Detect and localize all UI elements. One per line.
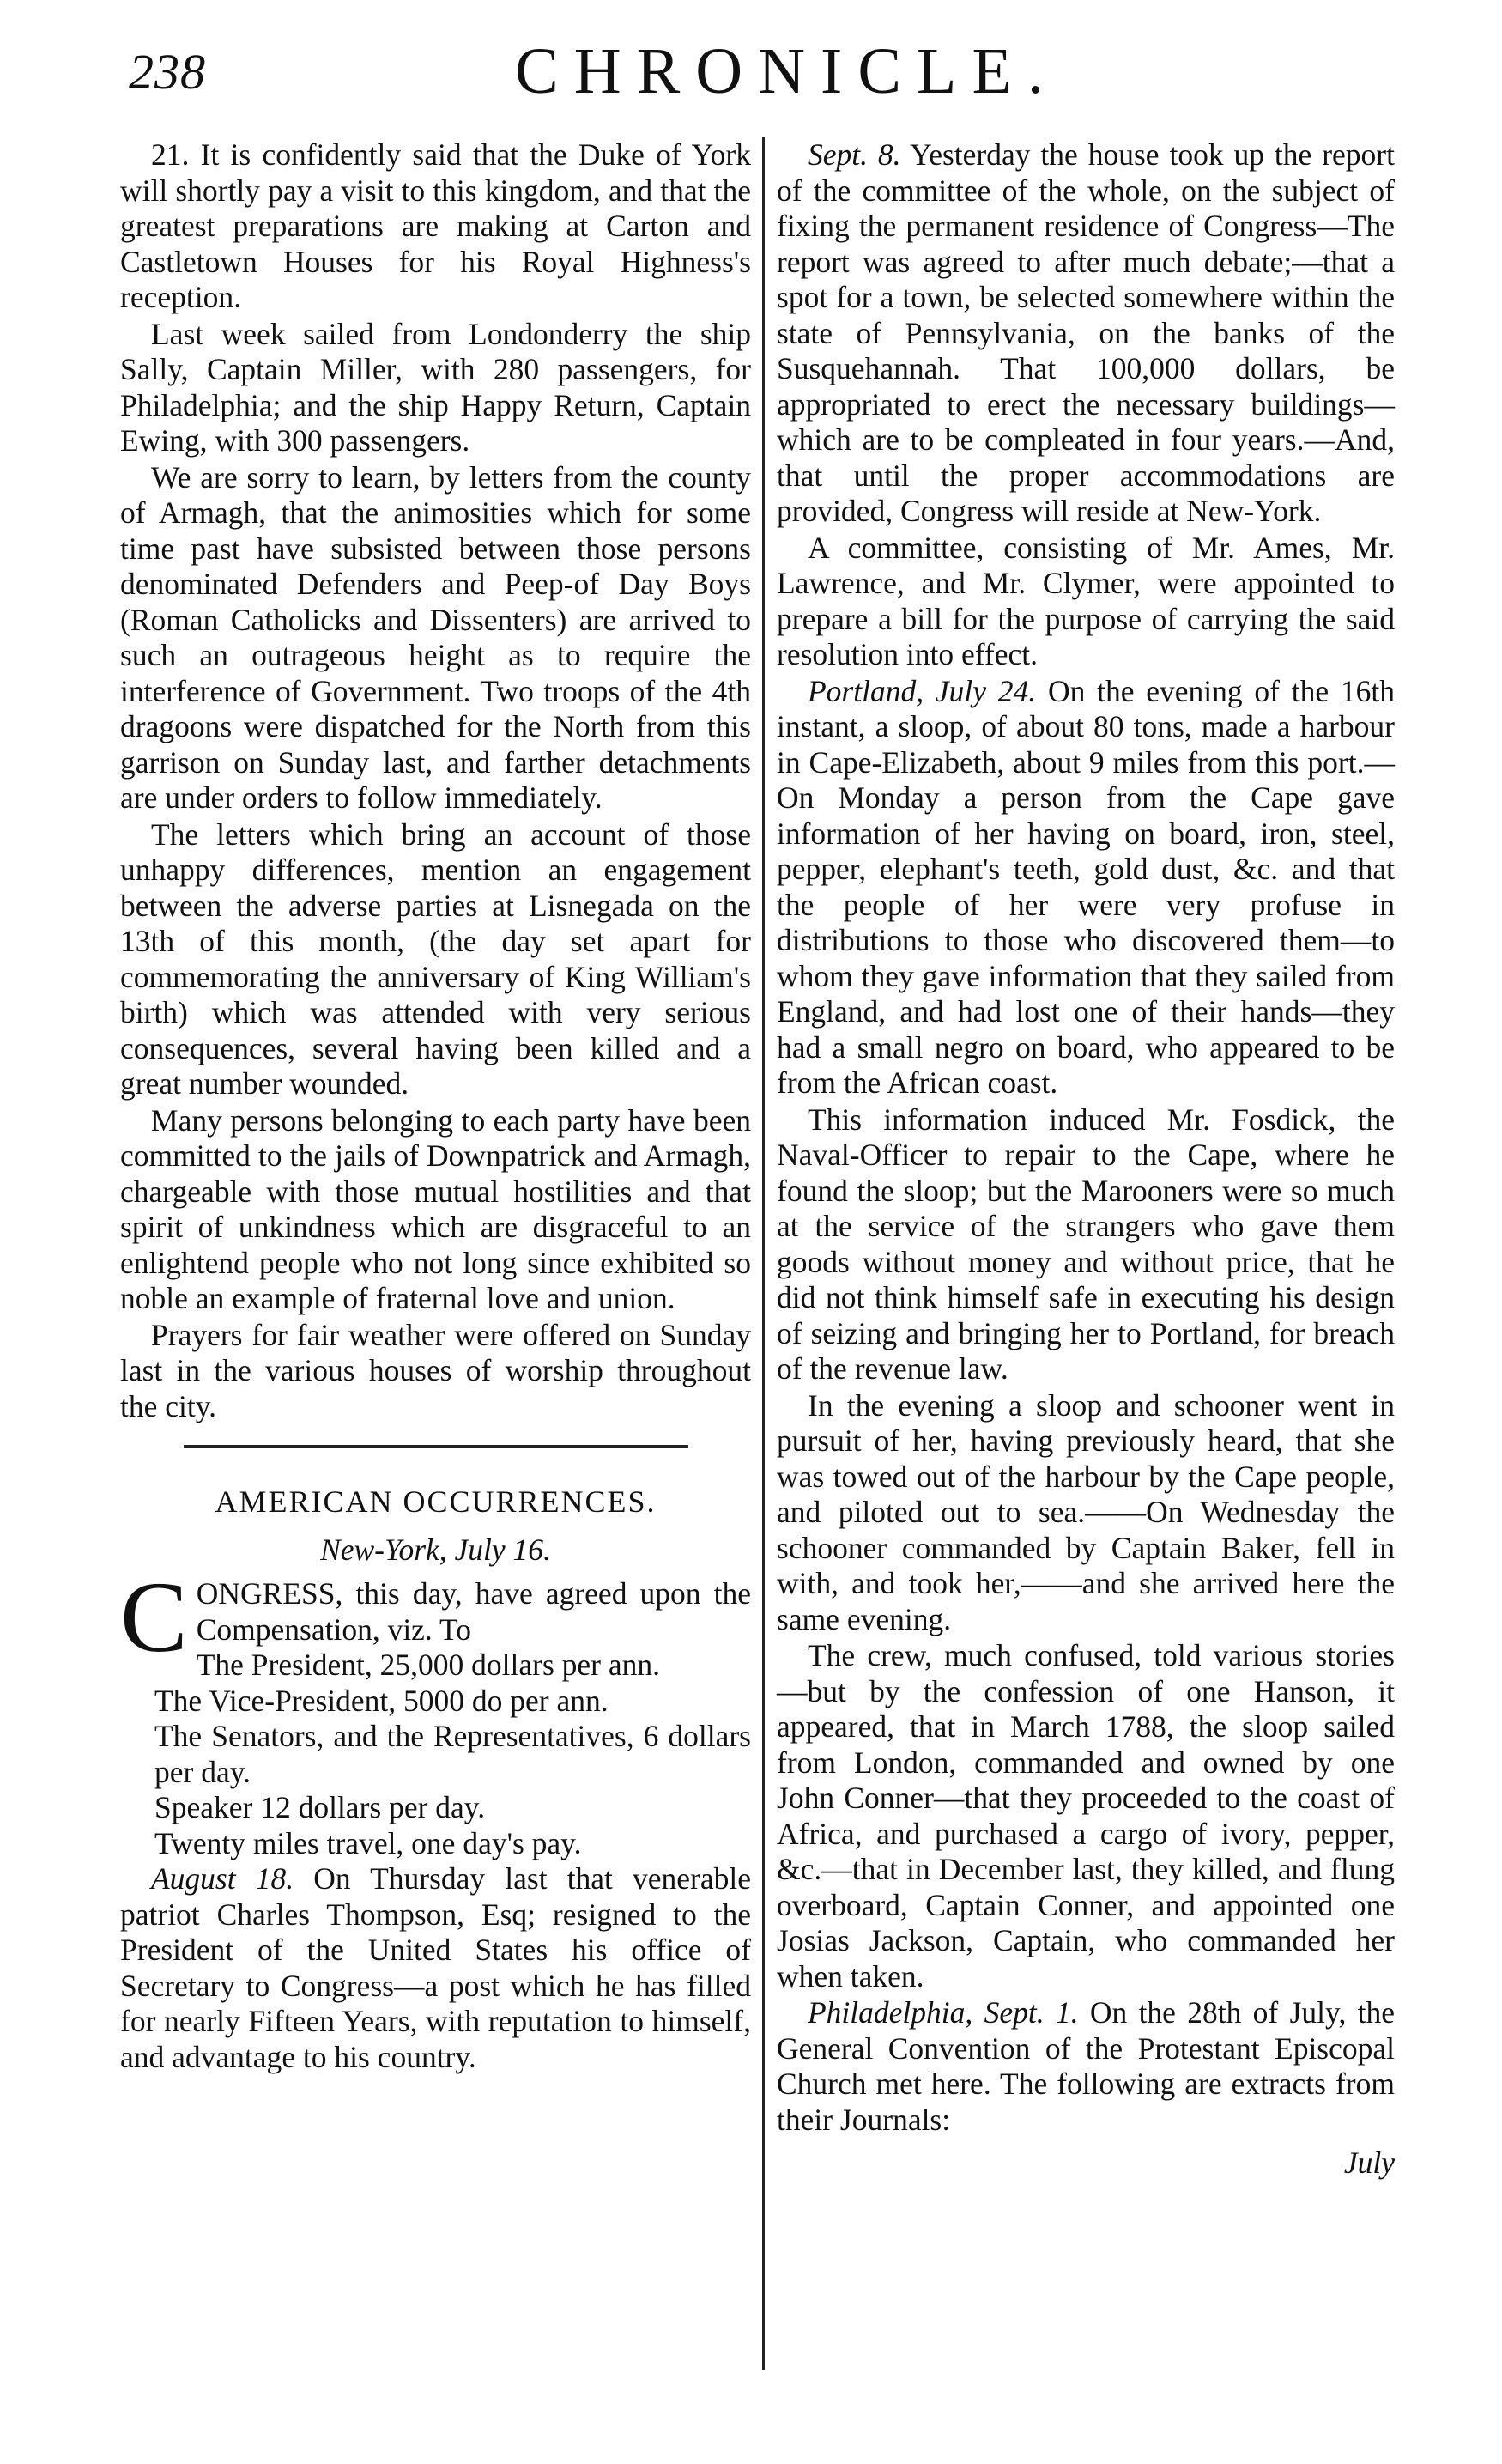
drop-cap: C [120,1561,188,1673]
article-episcopal-convention [777,1995,1395,2138]
compensation-item: The Vice-President, 5000 do per ann. [154,1683,609,1718]
article-prayers-fair-weather: Prayers for fair weather were offered on Sunday last in the various houses of worship throughout the city. [120,1317,751,1423]
left-column [120,137,751,2075]
catchword: July [1343,2145,1395,2180]
right-column [777,137,1396,2180]
column-divider [762,137,765,2370]
dateline-august-18: August 18. [151,1861,294,1896]
convention-text: On the 28th of July, the General Convention of the Protestant Episcopal Church met here. The following are extracts from their Journals: [777,1995,1396,2137]
article-duke-of-york: 21. It is confidently said that the Duke of York will shortly pay a visit to this kingdom, and that the greatest preparations are making at Carton and Castletown Houses for his Royal Highness's reception. [120,137,751,314]
page-number: 238 [129,44,206,100]
running-head [129,34,1416,129]
section-heading: AMERICAN OCCURRENCES. [215,1484,657,1519]
portland-text: On the evening of the 16th instant, a sloop, of about 80 tons, made a harbour in Cape-Elizabeth, about 9 miles from this port.—On Monday a person from the Cape gave information of her having on board, iron, steel, pepper, elephant's teeth, gold dust, &c. and that the people of her were very profuse in distributions to those who discovered them—to whom they gave information that they sailed from England, and had lost one of their hands—they had a small negro on board, who appeared to be from the African coast. [777,673,1396,1100]
compensation-item: The President, 25,000 dollars per ann. [196,1648,660,1682]
article-portland-sloop [777,674,1395,1102]
compensation-item: The Senators, and the Representatives, 6 dollars per day. [154,1719,751,1789]
article-committee: A committee, consisting of Mr. Ames, Mr. Lawrence, and Mr. Clymer, were appointed to prepare a bill for the purpose of carrying the said resolution into effect. [777,530,1395,671]
article-crew-confession: The crew, much confused, told various stories—but by the confession of one Hanson, it appeared, that in March 1788, the sloop sailed from London, commanded and owned by one John Conner—that they proceeded to the coast of Africa, and purchased a cargo of ivory, pepper, &c.—that in December last, they killed, and flung overboard, Captain Conner, and appointed one Josias Jackson, Captain, who commanded her when taken. [777,1638,1395,1994]
compensation-item: Twenty miles travel, one day's pay. [154,1825,582,1860]
dateline-philadelphia: Philadelphia, Sept. 1. [808,1995,1079,2030]
thompson-text: On Thursday last that venerable patriot Charles Thompson, Esq; resigned to the President of the United States his office of Secretary to Congress—a post which he has filled for nearly Fifteen Years, with reputation to himself, and advantage to his country. [120,1861,751,2074]
article-pursuit: In the evening a sloop and schooner went in pursuit of her, having previously heard, that she was towed out of the harbour by the Cape people, and piloted out to sea.——On Wednesday the schooner commanded by Captain Baker, fell in with, and took her,——and she arrived here the same evening. [777,1387,1395,1636]
article-ship-sailings: Last week sailed from Londonderry the ship Sally, Captain Miller, with 280 passengers, for Philadelphia; and the ship Happy Return, Captain Ewing, with 300 passengers. [120,316,751,458]
article-armagh-animosities: We are sorry to learn, by letters from the county of Armagh, that the animosities which for some time past have subsisted between those persons denominated Defenders and Peep-of Day Boys (Roman Catholicks and Dissenters) are arrived to such an outrageous height as to require the interference of Government. Two troops of the 4th dragoons were dispatched for the North from this garrison on Sunday last, and farther detachments are under orders to follow immediately. [120,459,751,815]
article-lisnegada-engagement: The letters which bring an account of those unhappy differences, mention an engagement between the adverse parties at Lisnegada on the 13th of this month, (the day set apart for commemorating the anniversary of King William's birth) which was attended with very serious consequences, several having been killed and a great number wounded. [120,816,751,1101]
residence-text: Yesterday the house took up the report of the committee of the whole, on the subject of fixing the permanent residence of Congress—The report was agreed to after much debate;—that a spot for a town, be selected somewhere within the state of Pennsylvania, on the banks of the Susquehannah. That 100,000 dollars, be appropriated to erect the necessary buildings—which are to be compleated in four years.—And, that until the proper accommodations are provided, Congress will reside at New-York. [777,137,1395,528]
article-fosdick: This information induced Mr. Fosdick, the Naval-Officer to repair to the Cape, where he found the sloop; but the Marooners were so much at the service of the strangers who gave them goods without money and without price, that he did not think himself safe in executing his design of seizing and bringing her to Portland, for breach of the revenue law. [777,1102,1395,1386]
article-committed-to-jails: Many persons belonging to each party have been committed to the jails of Downpatrick and Armagh, chargeable with those mutual hostilities and that spirit of unkindness which are disgraceful to an enlightend people who not long since exhibited so noble an example of fraternal love and union. [120,1102,751,1315]
section-rule [184,1445,688,1448]
dateline-portland: Portland, July 24. [808,673,1037,708]
article-thompson-resigns [120,1861,751,2075]
article-permanent-residence [777,137,1395,530]
page-title: CHRONICLE. [515,35,1059,107]
compensation-item: Speaker 12 dollars per day. [154,1790,486,1824]
dateline-sept-8: Sept. 8. [808,137,901,172]
dateline-new-york: New-York, July 16. [320,1532,551,1567]
congress-intro-text: ONGRESS, this day, have agreed upon the Compensation, viz. To [196,1576,751,1647]
